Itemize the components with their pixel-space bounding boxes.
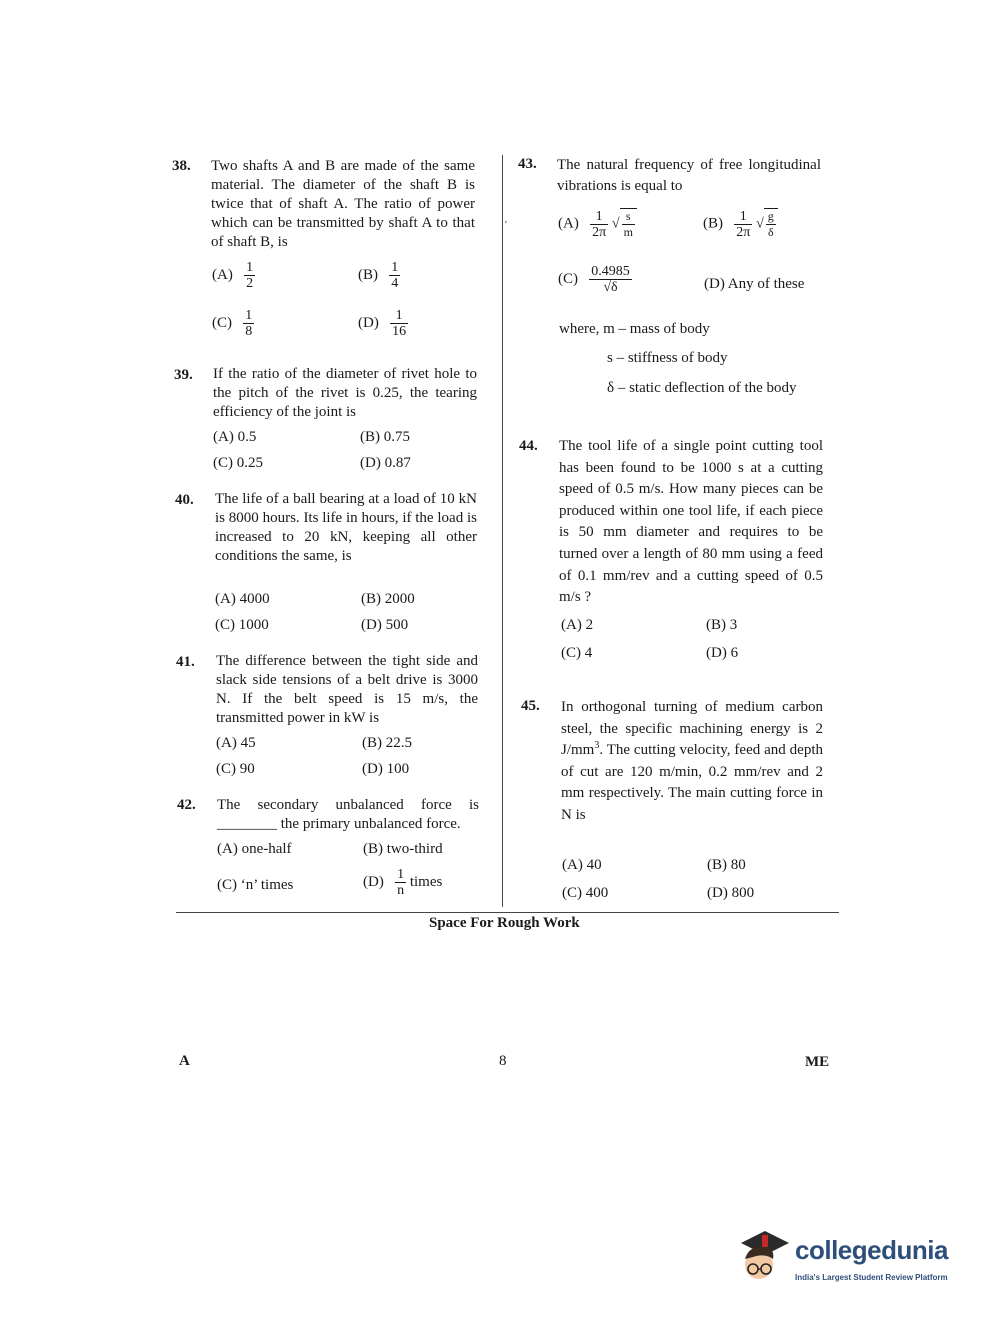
q42-option-c: (C) ‘n’ times (217, 877, 294, 893)
sqrt-icon: √ (603, 280, 612, 295)
q43-where-m: where, m – mass of body (559, 321, 710, 337)
q44-option-c: (C) 4 (561, 645, 593, 661)
q38-option-a: (A) $\frac{1}{2}$ (212, 260, 254, 291)
column-divider (502, 155, 503, 907)
collegedunia-logo (735, 1225, 965, 1295)
student-mascot-icon (735, 1225, 793, 1287)
q41-option-a: (A) 45 (216, 735, 256, 751)
q39-text: If the ratio of the diameter of rivet hole to the pitch of the rivet is 0.25, the tearing efficiency of the joint is (213, 366, 477, 420)
q45-option-b: (B) 80 (707, 857, 746, 873)
q40-text: The life of a ball bearing at a load of 10 kN is 8000 hours. Its life in hours, if the load is increased to 20 kN, keeping all other conditions the same, is (215, 491, 477, 564)
q39-option-d: (D) 0.87 (360, 455, 411, 471)
q43-number: 43. (518, 156, 537, 172)
q44-number: 44. (519, 438, 538, 454)
q42-option-d: (D) $\frac{1}{n}$ times (363, 867, 443, 898)
q42-number: 42. (177, 797, 196, 813)
sqrt-icon: √ $\frac{g}{\delta}$ (756, 208, 778, 240)
q39-option-c: (C) 0.25 (213, 455, 263, 471)
q40-option-a: (A) 4000 (215, 591, 270, 607)
q38-option-d: (D) $\frac{1}{16}$ (358, 308, 407, 339)
rough-work-label: Space For Rough Work (429, 915, 580, 931)
margin-mark: ' (505, 220, 507, 231)
q43-option-c: (C) $\frac{0.4985}{√\delta}$ (558, 264, 630, 295)
q39-option-a: (A) 0.5 (213, 429, 257, 445)
q43-option-b: (B) $\frac{1}{2\pi}$ √ $\frac{g}{\delta}$ (703, 208, 778, 240)
q41-option-c: (C) 90 (216, 761, 255, 777)
q41-text: The difference between the tight side and slack side tensions of a belt drive is 3000 N. If the belt speed is 15 m/s, the transmitted power in kW is (216, 653, 478, 726)
q41-option-b: (B) 22.5 (362, 735, 412, 751)
q41-option-d: (D) 100 (362, 761, 410, 777)
q38-option-b: (B) $\frac{1}{4}$ (358, 260, 399, 291)
set-code: A (179, 1053, 190, 1069)
sqrt-icon: √ $\frac{s}{m}$ (612, 208, 637, 240)
q45-option-a: (A) 40 (562, 857, 602, 873)
q43-where-delta: δ – static deflection of the body (607, 380, 797, 396)
q42-text (217, 796, 479, 834)
q40-number: 40. (175, 492, 194, 508)
logo-tagline: India's Largest Student Review Platform (795, 1273, 948, 1282)
q43-option-a: (A) $\frac{1}{2\pi}$ √ $\frac{s}{m}$ (558, 208, 637, 240)
q38-text: Two shafts A and B are made of the same material. The diameter of the shaft B is twice that of shaft A. The ratio of power which can be transmitted by shaft A to that of shaft B, is (211, 158, 475, 250)
q45-option-d: (D) 800 (707, 885, 755, 901)
q41-number: 41. (176, 654, 195, 670)
q44-option-b: (B) 3 (706, 617, 738, 633)
page-number: 8 (499, 1053, 507, 1069)
paper-code: ME (805, 1054, 830, 1070)
q45-number: 45. (521, 698, 540, 714)
q44-option-d: (D) 6 (706, 645, 739, 661)
q44-option-a: (A) 2 (561, 617, 594, 633)
q43-where-s: s – stiffness of body (607, 350, 728, 366)
q44-text: The tool life of a single point cutting tool has been found to be 1000 s at a cutting speed of 0.5 m/s. How many pieces can be produced within one tool life, if each piece is 50 mm diameter and requires to be turned over a length of 80 mm using a feed of 0.1 mm/rev and a cutting speed of 0.5 m/s ? (559, 438, 823, 606)
q39-number: 39. (174, 367, 193, 383)
q45-option-c: (C) 400 (562, 885, 609, 901)
q42-option-b: (B) two-third (363, 841, 443, 857)
q40-option-d: (D) 500 (361, 617, 409, 633)
q42-text-line2: ________ the primary unbalanced force. (217, 816, 461, 832)
q38-number: 38. (172, 158, 191, 174)
q40-option-c: (C) 1000 (215, 617, 269, 633)
q42-text-line1: The secondary unbalanced force is (217, 797, 479, 813)
q42-option-a: (A) one-half (217, 841, 292, 857)
bottom-rule (176, 912, 839, 913)
q38-option-c: (C) $\frac{1}{8}$ (212, 308, 253, 339)
q45-text: In orthogonal turning of medium carbon steel, the specific machining energy is 2 $J/mm^3$. The cutting velocity, feed and depth of cut are 120 m/min, 0.2 mm/rev and 2 mm respectively. The main cutting force in N is (561, 699, 823, 823)
q43-option-d: (D) Any of these (704, 276, 805, 292)
q39-option-b: (B) 0.75 (360, 429, 410, 445)
q40-option-b: (B) 2000 (361, 591, 415, 607)
logo-wordmark: collegedunia (795, 1235, 948, 1265)
q43-text: The natural frequency of free longitudinal vibrations is equal to (557, 157, 821, 194)
